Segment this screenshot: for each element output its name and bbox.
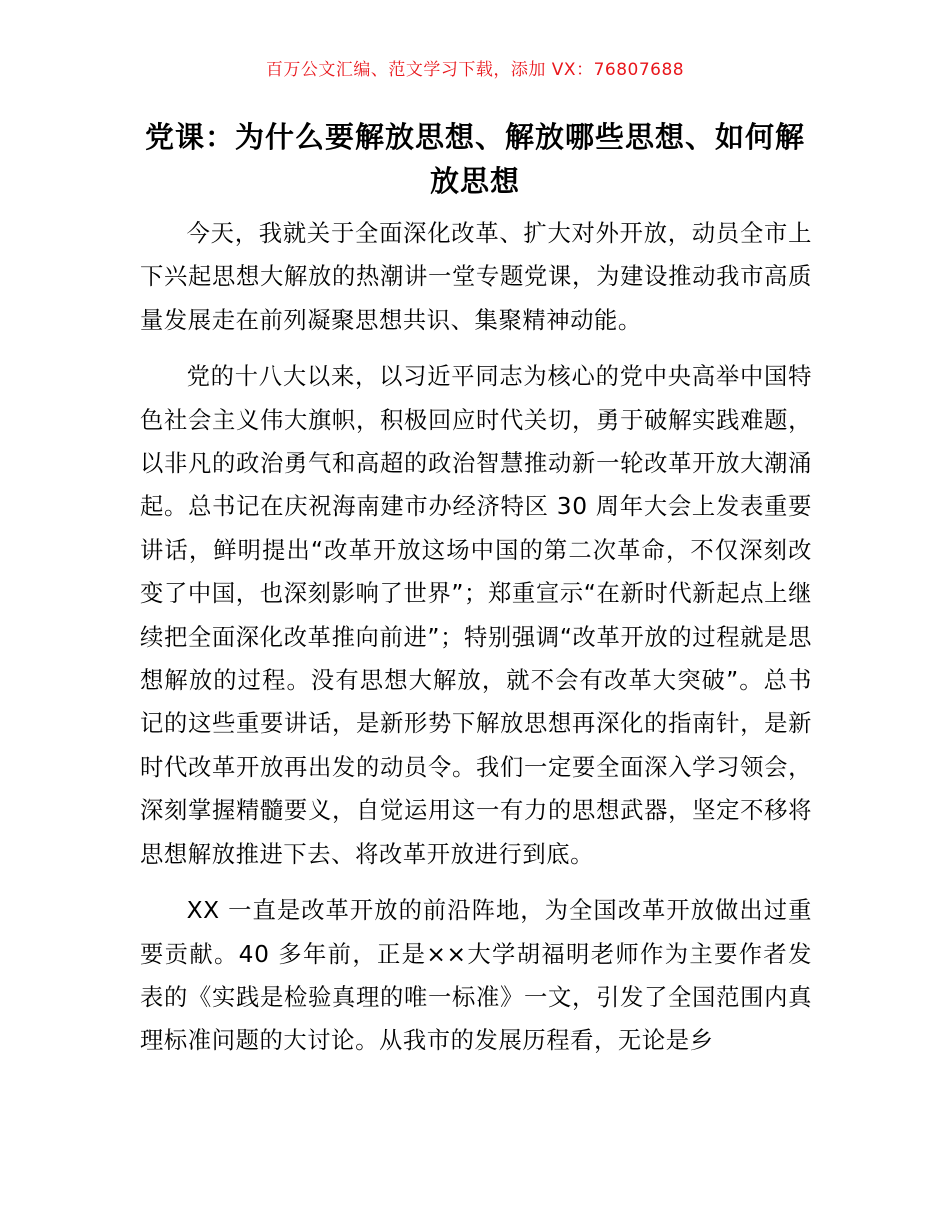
paragraph: XX 一直是改革开放的前沿阵地，为全国改革开放做出过重要贡献。40 多年前，正是××大学胡福明老师作为主要作者发表的《实践是检验真理的唯一标准》一文，引发了全国范围内真理标准问题的大讨论。从我市的发展历程看，无论是乡 <box>140 897 812 1055</box>
paragraph: 今天，我就关于全面深化改革、扩大对外开放，动员全市上下兴起思想大解放的热潮讲一堂专题党课，为建设推动我市高质量发展走在前列凝聚思想共识、集聚精神动能。 <box>140 220 812 334</box>
document-body <box>140 212 812 1076</box>
paragraph: 党的十八大以来，以习近平同志为核心的党中央高举中国特色社会主义伟大旗帜，积极回应时代关切，勇于破解实践难题，以非凡的政治勇气和高超的政治智慧推动新一轮改革开放大潮涌起。总书记在庆祝海南建市办经济特区 30 周年大会上发表重要讲话，鲜明提出“改革开放这场中国的第二次革命，不仅深刻改变了中国，也深刻影响了世界”；郑重宣示“在新时代新起点上继续把全面深化改革推向前进”；特别强调“改革开放的过程就是思想解放的过程。没有思想大解放，就不会有改革大突破”。总书记的这些重要讲话，是新形势下解放思想再深化的指南针，是新时代改革开放再出发的动员令。我们一定要全面深入学习领会，深刻掌握精髓要义，自觉运用这一有力的思想武器，坚定不移将思想解放推进下去、将改革开放进行到底。 <box>140 363 812 868</box>
header-note: 百万公文汇编、范文学习下载，添加 VX：76807688 <box>265 60 685 80</box>
document-title: 党课：为什么要解放思想、解放哪些思想、如何解放思想 <box>144 120 805 198</box>
